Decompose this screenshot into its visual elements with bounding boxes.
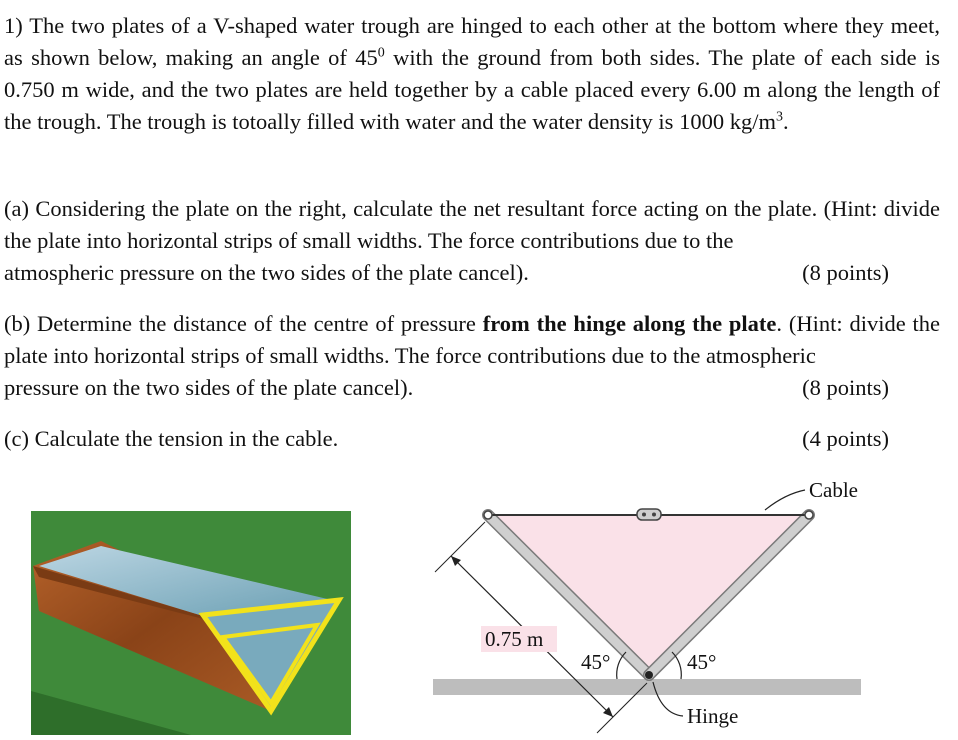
part-b [4,308,940,404]
ground [433,679,861,695]
problem-intro [4,10,940,138]
intro-text-end: . [782,109,789,134]
part-c-text: (c) Calculate the tension in the cable. [4,426,339,451]
part-a-last-line [4,257,889,289]
turnbuckle-dot-right [652,513,656,517]
trough-illustration [31,511,351,735]
part-b-bold: from the hinge along the plate [482,311,777,336]
hinge-label: Hinge [687,704,739,728]
part-a-text: (a) Considering the plate on the right, calculate the net resultant force acting on the plate. (Hint: divide the plate into horizontal strips of small widths. The force contributions due to the [4,196,940,253]
part-b-points: (8 points) [802,375,889,400]
left-pin [484,511,492,519]
degree-superscript: 0 [377,45,385,61]
intro-text-1: 1) The two plates of a V-shaped water trough are hinged to each other at the bottom where they meet, as shown below, making an angle of 45 [4,13,940,70]
part-b-last-line [4,372,889,404]
turnbuckle-dot-left [642,513,646,517]
part-c-line [4,423,889,455]
cable-leader [765,490,805,510]
cubic-superscript: 3 [775,109,783,125]
part-c-points: (4 points) [802,426,889,451]
trough-cross-section-diagram [425,470,945,738]
intro-text-2: with the ground from both sides. The plate of each side is 0.750 m wide, and the two plates are held together by a cable placed every 6.00 m along the length of the trough. The trough is totoally filled with water and the water density is 1000 kg/m [4,45,940,134]
part-b-text-pre: (b) Determine the distance of the centre of pressure [4,311,483,336]
right-pin [805,511,813,519]
cable-turnbuckle [637,509,661,520]
angle-label-right: 45° [687,650,717,674]
angle-label-left: 45° [581,650,611,674]
cable-label: Cable [809,478,858,502]
part-a [4,193,940,289]
part-b-text-post: . (Hint: divide the plate into horizontal strips of small widths. The force contributions due to the atmospheric [4,311,940,368]
width-label: 0.75 m [485,627,544,651]
part-a-points: (8 points) [802,260,889,285]
part-b-last-text: pressure on the two sides of the plate cancel). [4,375,414,400]
part-a-last-text: atmospheric pressure on the two sides of the plate cancel). [4,260,529,285]
part-c [4,423,940,455]
hinge-pin [645,671,653,679]
